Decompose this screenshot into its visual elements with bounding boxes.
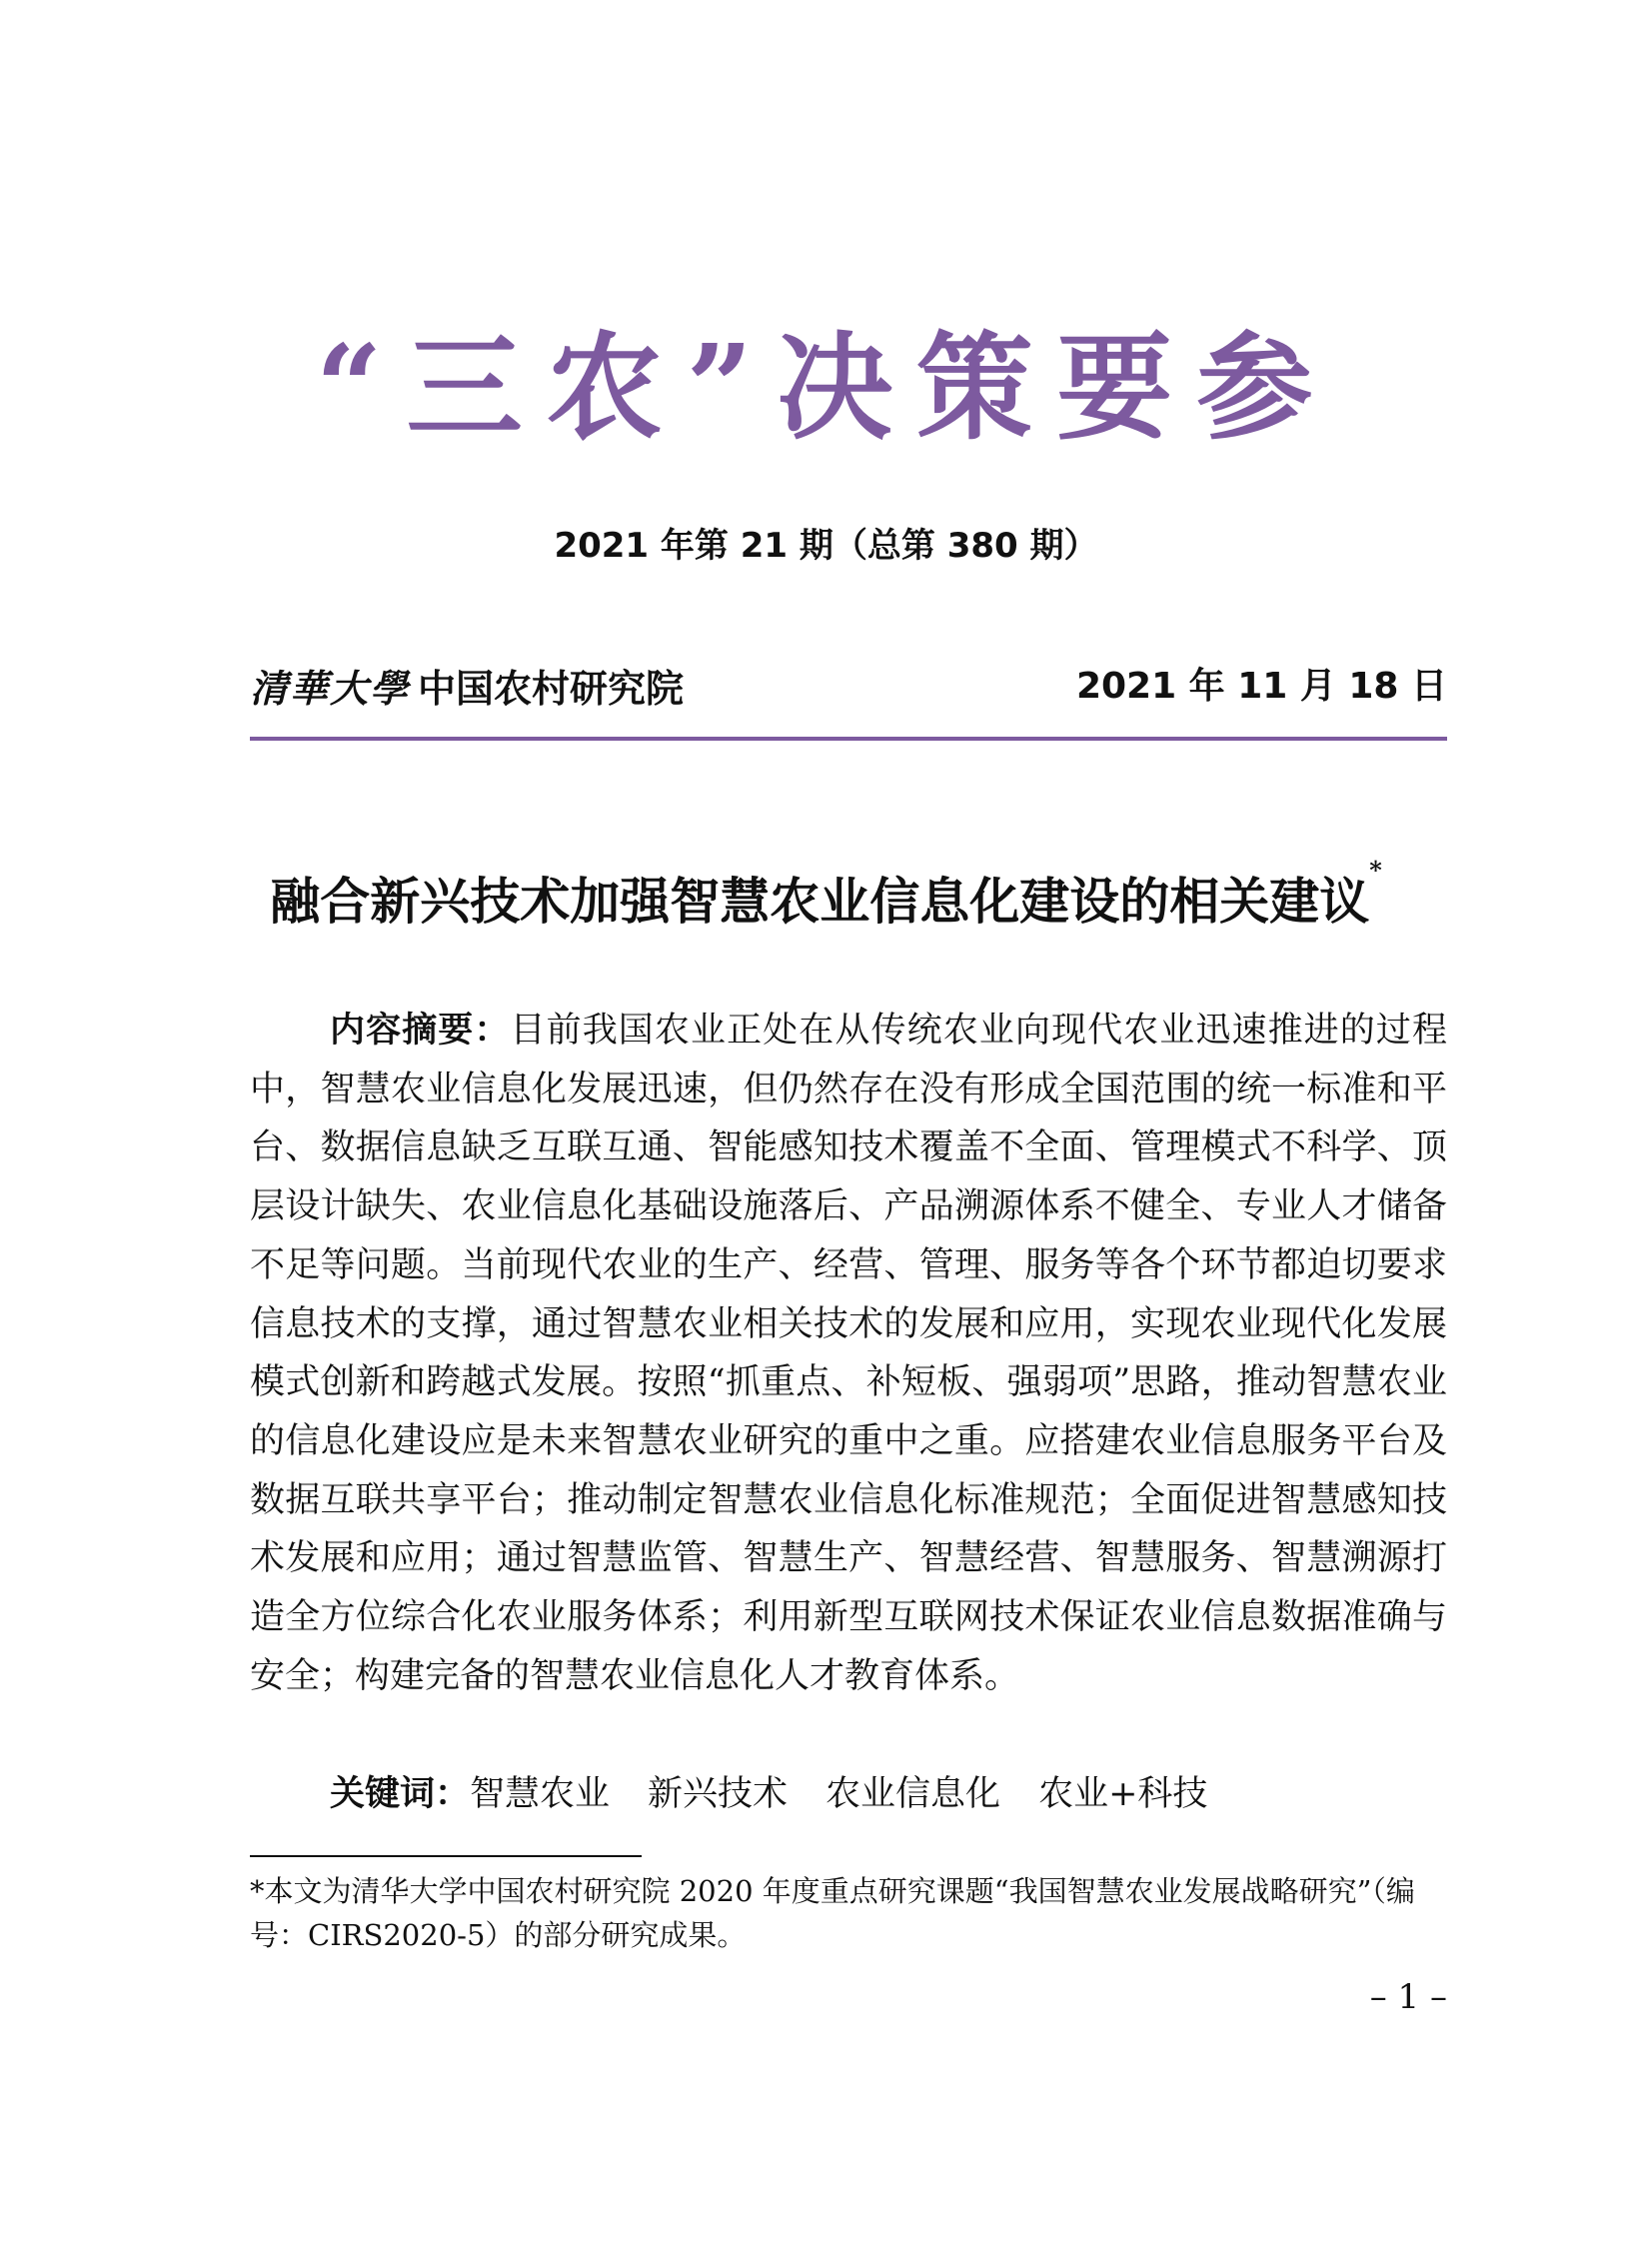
keyword: 新兴技术 xyxy=(648,1774,789,1814)
article-title xyxy=(0,856,1652,934)
university-logo: 清華大學 xyxy=(250,666,411,711)
abstract-text: 目前我国农业正处在从传统农业向现代农业迅速推进的过程中，智慧农业信息化发展迅速，但仍然存在没有形成全国范围的统一标准和平台、数据信息缺乏互联互通、智能感知技术覆盖不全面、管理模式不科学、顶层设计缺失、农业信息化基础设施落后、产品溯源体系不健全、专业人才储备不足等问题。当前现代农业的生产、经营、管理、服务等各个环节都迫切要求信息技术的支撑，通过智慧农业相关技术的发展和应用，实现农业现代化发展模式创新和跨越式发展。按照“抓重点、补短板、强弱项”思路，推动智慧农业的信息化建设应是未来智慧农业研究的重中之重。应搭建农业信息服务平台及数据互联共享平台；推动制定智慧农业信息化标准规范；全面促进智慧感知技术发展和应用；通过智慧监管、智慧生产、智慧经营、智慧服务、智慧溯源打造全方位综合化农业服务体系；利用新型互联网技术保证农业信息数据准确与安全；构建完备的智慧农业信息化人才教育体系。 xyxy=(250,1011,1447,1696)
abstract-label: 内容摘要： xyxy=(330,1011,511,1051)
issue-number: 2021 年第 21 期（总第 380 期） xyxy=(554,526,1098,566)
keywords xyxy=(330,1765,1245,1823)
publication-date: 2021 年 11 月 18 日 xyxy=(1075,666,1447,707)
keyword: 智慧农业 xyxy=(470,1774,611,1814)
keywords-label: 关键词： xyxy=(330,1774,471,1814)
header-row xyxy=(250,658,1447,718)
page-number: – 1 – xyxy=(1369,1977,1447,2017)
institute-name: 中国农村研究院 xyxy=(418,666,685,711)
masthead-title: “三农”决策要参 xyxy=(315,320,1337,456)
keyword: 农业+科技 xyxy=(1038,1774,1208,1814)
abstract xyxy=(250,1002,1447,1705)
article-title-text: 融合新兴技术加强智慧农业信息化建设的相关建议 xyxy=(270,872,1370,931)
footnote: *本文为清华大学中国农村研究院 2020 年度重点研究课题“我国智慧农业发展战略研究”（编号：CIRS2020-5）的部分研究成果。 xyxy=(250,1874,1415,1952)
title-footnote-mark: * xyxy=(1369,856,1382,885)
header-divider xyxy=(250,737,1447,741)
footnote-divider xyxy=(250,1855,642,1857)
keyword: 农业信息化 xyxy=(826,1774,1001,1814)
